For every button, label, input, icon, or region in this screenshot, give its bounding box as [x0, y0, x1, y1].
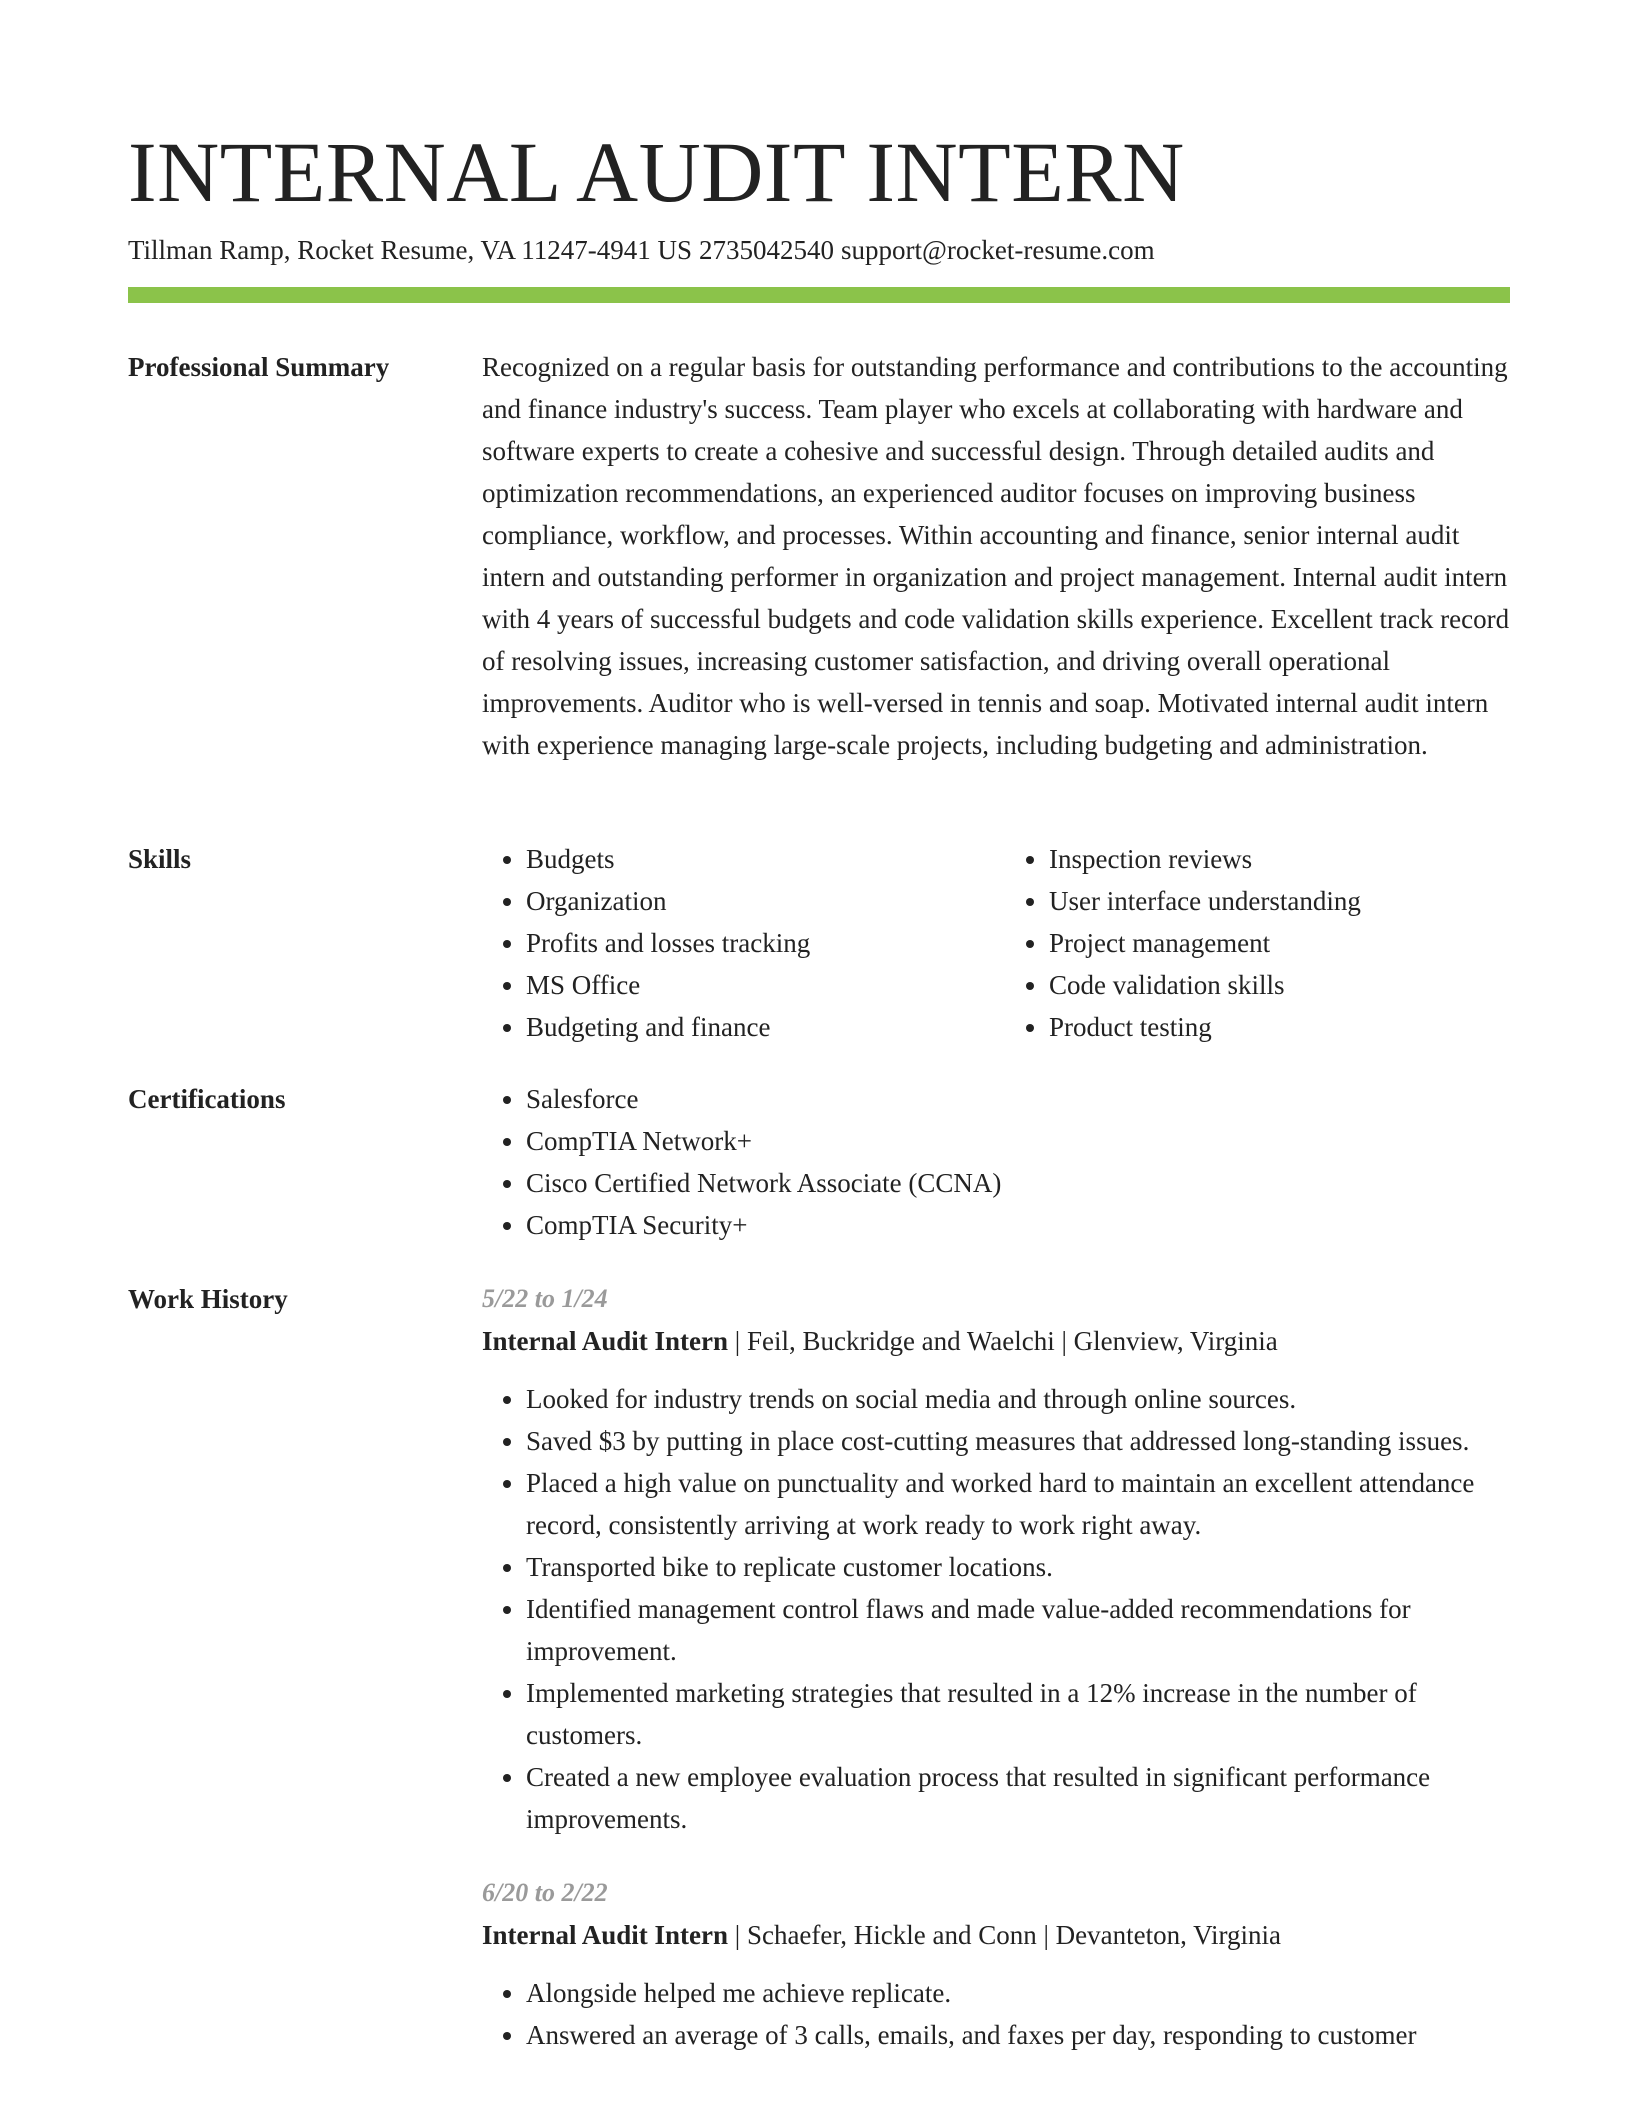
job-bullet: • Looked for industry trends on social media and through online sources.	[526, 1378, 1510, 1420]
skill-item: • Budgeting and finance	[526, 1006, 987, 1048]
job-employer-location: | Schaefer, Hickle and Conn | Devanteton, Virginia	[728, 1920, 1282, 1950]
skills-body	[482, 838, 1510, 1048]
certification-item: • CompTIA Security+	[526, 1204, 1510, 1246]
certifications-list	[482, 1078, 1510, 1246]
job-bullet: • Implemented marketing strategies that resulted in a 12% increase in the number of customers.	[526, 1672, 1510, 1756]
job-bullets	[482, 1378, 1510, 1840]
contact-phone: 2735042540	[699, 235, 835, 265]
job-title: Internal Audit Intern	[482, 1326, 729, 1356]
job-title: Internal Audit Intern	[482, 1920, 729, 1950]
skill-item: • Project management	[1049, 922, 1510, 964]
skills-list-right	[1005, 838, 1510, 1048]
certifications-heading: Certifications	[128, 1084, 286, 1114]
job-heading	[482, 1914, 1510, 1956]
accent-divider	[128, 287, 1510, 303]
work-history-body	[482, 1278, 1510, 2056]
summary-text: Recognized on a regular basis for outstanding performance and contributions to the accounting and finance industry's success. Team player who excels at collaborating with hardware and software experts to create a cohesive and successful design. Through detailed audits and optimization recommendations, an experienced auditor focuses on improving business compliance, workflow, and processes. Within accounting and finance, senior internal audit intern and outstanding performer in organization and project management. Internal audit intern with 4 years of successful budgets and code validation skills experience. Excellent track record of resolving issues, increasing customer satisfaction, and driving overall operational improvements. Auditor who is well-versed in tennis and soap. Motivated internal audit intern with experience managing large-scale projects, including budgeting and administration.	[482, 352, 1510, 760]
certifications-body	[482, 1078, 1510, 1246]
job-bullets	[482, 1972, 1510, 2056]
certification-item: • Salesforce	[526, 1078, 1510, 1120]
job-bullet: • Saved $3 by putting in place cost-cutting measures that addressed long-standing issues.	[526, 1420, 1510, 1462]
skill-item: • Budgets	[526, 838, 987, 880]
certification-item: • CompTIA Network+	[526, 1120, 1510, 1162]
job-dates: 5/22 to 1/24	[482, 1284, 608, 1313]
contact-line	[128, 232, 1155, 268]
work-history-heading: Work History	[128, 1284, 288, 1314]
resume-title: INTERNAL AUDIT INTERN	[128, 124, 1185, 220]
summary-body	[482, 346, 1510, 766]
job-bullet: • Identified management control flaws and made value-added recommendations for improvement.	[526, 1588, 1510, 1672]
contact-email[interactable]: support@rocket-resume.com	[841, 235, 1155, 265]
skill-item: • Code validation skills	[1049, 964, 1510, 1006]
job-heading	[482, 1320, 1510, 1362]
skill-item: • User interface understanding	[1049, 880, 1510, 922]
skill-item: • Inspection reviews	[1049, 838, 1510, 880]
skill-item: • Organization	[526, 880, 987, 922]
skills-list-left	[482, 838, 987, 1048]
summary-heading: Professional Summary	[128, 352, 390, 382]
skill-item: • Product testing	[1049, 1006, 1510, 1048]
job-entry	[482, 1278, 1510, 1840]
skills-heading: Skills	[128, 844, 192, 874]
skill-item: • Profits and losses tracking	[526, 922, 987, 964]
job-employer-location: | Feil, Buckridge and Waelchi | Glenview, Virginia	[728, 1326, 1278, 1356]
job-bullet: • Alongside helped me achieve replicate.	[526, 1972, 1510, 2014]
job-bullet: • Answered an average of 3 calls, emails, and faxes per day, responding to customer	[526, 2014, 1510, 2056]
job-entry	[482, 1872, 1510, 2056]
job-bullet: • Transported bike to replicate customer locations.	[526, 1546, 1510, 1588]
job-dates: 6/20 to 2/22	[482, 1878, 608, 1907]
skill-item: • MS Office	[526, 964, 987, 1006]
contact-address: Tillman Ramp, Rocket Resume, VA 11247-4941 US	[128, 235, 693, 265]
job-bullet: • Placed a high value on punctuality and worked hard to maintain an excellent attendance record, consistently arriving at work ready to work right away.	[526, 1462, 1510, 1546]
job-bullet: • Created a new employee evaluation process that resulted in significant performance improvements.	[526, 1756, 1510, 1840]
certification-item: • Cisco Certified Network Associate (CCNA)	[526, 1162, 1510, 1204]
